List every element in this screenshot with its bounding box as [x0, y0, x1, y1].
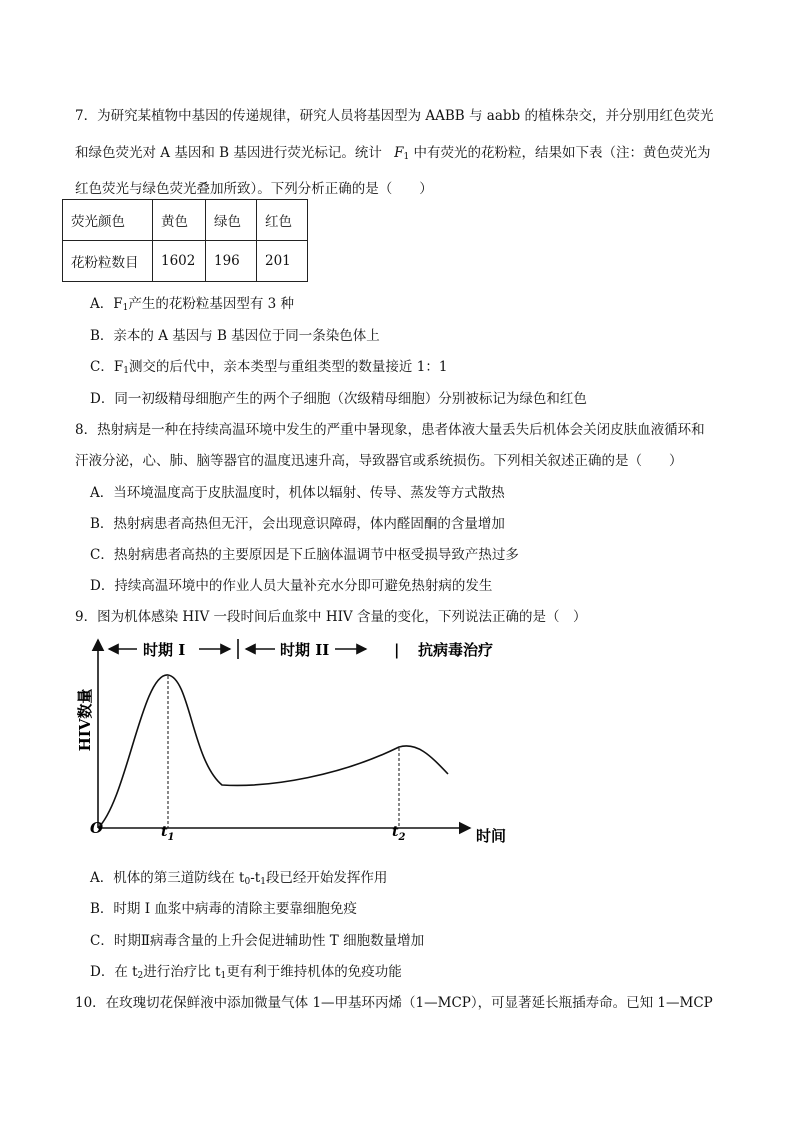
q7-option-c-sub: 1 — [123, 366, 129, 376]
table-cell: 1602 — [153, 241, 206, 282]
x-axis-label: 时间 — [476, 827, 507, 845]
q8-option-b: B．热射病患者高热但无汗，会出现意识障碍，体内醛固酮的含量增加 — [90, 516, 505, 532]
hiv-curve — [98, 675, 448, 828]
hiv-chart-figure — [72, 630, 522, 850]
q7-option-a-post: 产生的花粉粒基因型有 3 种 — [128, 296, 295, 312]
period-1-label: 时期 I — [143, 641, 186, 659]
table-cell: 196 — [206, 241, 257, 282]
q9-option-a-pre: A．机体的第三道防线在 t — [90, 870, 245, 886]
q7-stem-line-2-b: 中有荧光的花粉粒，结果如下表（注：黄色荧光为 — [413, 145, 711, 161]
q8-stem-line-1: 8．热射病是一种在持续高温环境中发生的严重中暑现象，患者体液大量丢失后机体会关闭皮肤血液循环和 — [75, 422, 705, 438]
q7-stem-line-2 — [75, 141, 711, 162]
q9-option-a-post: 段已经开始发挥作用 — [265, 870, 388, 886]
q9-option-a-mid: -t — [250, 870, 261, 886]
q7-stem-line-1: 7．为研究某植物中基因的传递规律，研究人员将基因型为 AABB 与 aabb 的植株杂交，并分别用红色荧光 — [75, 108, 714, 124]
q9-option-d-mid: 进行治疗比 t — [143, 964, 221, 980]
table-cell: 黄色 — [153, 200, 206, 241]
q9-option-d — [90, 960, 402, 981]
q8-option-a: A．当环境温度高于皮肤温度时，机体以辐射、传导、蒸发等方式散热 — [90, 485, 505, 501]
q7-option-b: B．亲本的 A 基因与 B 基因位于同一条染色体上 — [90, 328, 380, 344]
q10-stem-line-1: 10．在玫瑰切花保鲜液中添加微量气体 1—甲基环丙烯（1—MCP），可显著延长瓶插寿命。已知 1—MCP — [75, 995, 713, 1011]
table-cell: 花粉粒数目 — [63, 241, 153, 282]
table-cell: 红色 — [257, 200, 308, 241]
table-cell: 荧光颜色 — [63, 200, 153, 241]
y-axis-label: HIV数量 — [76, 688, 94, 752]
q9-option-a-sub1: 1 — [260, 877, 266, 887]
q9-option-d-post: 更有利于维持机体的免疫功能 — [226, 964, 402, 980]
q9-option-d-sub1: 1 — [220, 971, 227, 981]
period-2-label: 时期 II — [280, 641, 330, 659]
f1-subscript: 1 — [403, 152, 410, 162]
q9-option-d-sub2: 2 — [137, 971, 144, 981]
q7-option-a-pre: A．F — [90, 296, 123, 312]
fluorescence-table — [62, 199, 308, 282]
q8-stem-line-2: 汗液分泌，心、肺、脑等器官的温度迅速升高，导致器官或系统损伤。下列相关叙述正确的是（ ） — [75, 453, 683, 469]
q9-stem-line-1: 9．图为机体感染 HIV 一段时间后血浆中 HIV 含量的变化，下列说法正确的是（ ） — [75, 609, 587, 625]
table-row — [63, 241, 308, 282]
q7-stem-line-3: 红色荧光与绿色荧光叠加所致）。下列分析正确的是（ ） — [75, 181, 433, 197]
q9-option-d-pre: D．在 t — [90, 964, 138, 980]
table-row — [63, 200, 308, 241]
therapy-divider: | — [394, 641, 400, 659]
table-cell: 201 — [257, 241, 308, 282]
q8-option-d: D．持续高温环境中的作业人员大量补充水分即可避免热射病的发生 — [90, 578, 493, 594]
t1-label: $t_1$ — [161, 824, 175, 843]
q9-option-a-sub0: 0 — [244, 877, 251, 887]
q7-option-c-pre: C．F — [90, 359, 124, 375]
therapy-label: 抗病毒治疗 — [418, 641, 494, 659]
q8-option-c: C．热射病患者高热的主要原因是下丘脑体温调节中枢受损导致产热过多 — [90, 547, 519, 563]
q7-option-a — [90, 292, 294, 313]
origin-label: O — [90, 819, 104, 837]
q9-option-a — [90, 866, 387, 887]
t2-label: $t_2$ — [392, 824, 406, 843]
q7-option-a-sub: 1 — [122, 303, 129, 313]
q7-option-c-post: 测交的后代中，亲本类型与重组类型的数量接近 1：1 — [128, 359, 448, 375]
q7-option-c — [90, 355, 447, 376]
table-cell: 绿色 — [206, 200, 257, 241]
f1-symbol: F — [394, 145, 404, 161]
q9-option-b: B．时期 I 血浆中病毒的清除主要靠细胞免疫 — [90, 901, 357, 917]
q7-stem-line-2-a: 和绿色荧光对 A 基因和 B 基因进行荧光标记。统计 — [75, 145, 382, 161]
q7-option-d: D．同一初级精母细胞产生的两个子细胞（次级精母细胞）分别被标记为绿色和红色 — [90, 391, 587, 407]
q9-option-c: C．时期Ⅱ病毒含量的上升会促进辅助性 T 细胞数量增加 — [90, 933, 425, 949]
